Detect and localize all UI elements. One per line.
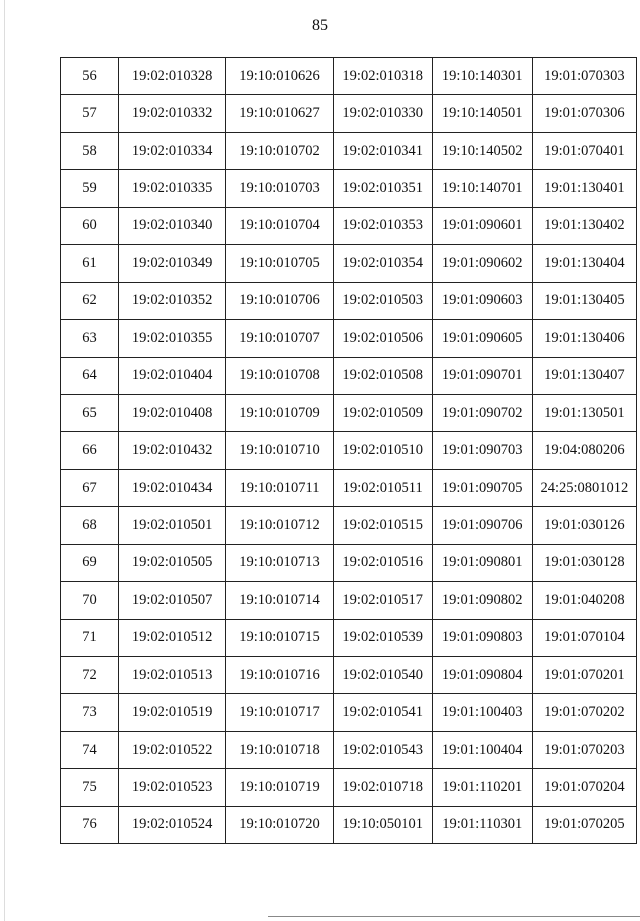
table-row — [61, 170, 637, 207]
cadastral-number-cell: 19:02:010408 — [118, 394, 225, 431]
cadastral-number-cell: 19:10:010710 — [226, 432, 333, 469]
cadastral-number-cell: 19:02:010523 — [118, 769, 225, 806]
cadastral-number-cell: 19:02:010541 — [333, 694, 432, 731]
cadastral-number-cell: 19:10:140301 — [432, 58, 532, 95]
cadastral-number-cell: 19:01:090603 — [432, 282, 532, 319]
cadastral-number-cell: 19:01:090803 — [432, 619, 532, 656]
row-number-cell: 76 — [61, 806, 119, 843]
table-row — [61, 282, 637, 319]
cadastral-number-cell: 19:10:010712 — [226, 507, 333, 544]
cadastral-number-cell: 19:02:010351 — [333, 170, 432, 207]
row-number-cell: 70 — [61, 582, 119, 619]
cadastral-number-cell: 19:10:010715 — [226, 619, 333, 656]
table-row — [61, 132, 637, 169]
cadastral-number-cell: 19:01:070203 — [532, 731, 636, 768]
cadastral-number-cell: 19:01:090605 — [432, 320, 532, 357]
cadastral-number-cell: 19:01:090706 — [432, 507, 532, 544]
table-row — [61, 657, 637, 694]
cadastral-number-cell: 19:01:090602 — [432, 245, 532, 282]
row-number-cell: 66 — [61, 432, 119, 469]
table-row — [61, 95, 637, 132]
table-body — [61, 58, 637, 844]
row-number-cell: 57 — [61, 95, 119, 132]
cadastral-number-cell: 19:01:110301 — [432, 806, 532, 843]
cadastral-number-cell: 19:10:010716 — [226, 657, 333, 694]
row-number-cell: 68 — [61, 507, 119, 544]
cadastral-number-cell: 19:01:070202 — [532, 694, 636, 731]
cadastral-number-cell: 19:10:140502 — [432, 132, 532, 169]
cadastral-number-cell: 19:01:030126 — [532, 507, 636, 544]
cadastral-number-cell: 19:02:010501 — [118, 507, 225, 544]
cadastral-number-cell: 19:02:010328 — [118, 58, 225, 95]
cadastral-number-cell: 19:02:010341 — [333, 132, 432, 169]
table-row — [61, 806, 637, 843]
cadastral-number-cell: 19:01:090601 — [432, 207, 532, 244]
cadastral-number-cell: 19:02:010507 — [118, 582, 225, 619]
cadastral-number-cell: 19:10:140501 — [432, 95, 532, 132]
cadastral-number-cell: 19:10:140701 — [432, 170, 532, 207]
cadastral-number-cell: 19:02:010540 — [333, 657, 432, 694]
cadastral-number-cell: 19:01:070303 — [532, 58, 636, 95]
cadastral-number-cell: 19:02:010332 — [118, 95, 225, 132]
cadastral-number-cell: 19:10:010718 — [226, 731, 333, 768]
cadastral-number-cell: 19:02:010404 — [118, 357, 225, 394]
cadastral-number-cell: 19:02:010352 — [118, 282, 225, 319]
page-number: 85 — [312, 17, 328, 34]
cadastral-number-cell: 19:01:070201 — [532, 657, 636, 694]
cadastral-number-cell: 19:01:100403 — [432, 694, 532, 731]
cadastral-number-cell: 19:01:070306 — [532, 95, 636, 132]
cadastral-number-cell: 19:02:010512 — [118, 619, 225, 656]
cadastral-number-cell: 19:10:010717 — [226, 694, 333, 731]
cadastral-number-cell: 19:01:130501 — [532, 394, 636, 431]
table-row — [61, 245, 637, 282]
table-row — [61, 582, 637, 619]
cadastral-number-cell: 19:10:010708 — [226, 357, 333, 394]
cadastral-number-cell: 19:02:010318 — [333, 58, 432, 95]
cadastral-number-cell: 19:02:010503 — [333, 282, 432, 319]
cadastral-number-cell: 19:10:010627 — [226, 95, 333, 132]
cadastral-number-cell: 19:01:090701 — [432, 357, 532, 394]
cadastral-number-cell: 19:02:010353 — [333, 207, 432, 244]
bottom-rule — [268, 916, 640, 917]
cadastral-number-cell: 19:02:010355 — [118, 320, 225, 357]
cadastral-number-cell: 19:01:090702 — [432, 394, 532, 431]
row-number-cell: 75 — [61, 769, 119, 806]
cadastral-number-cell: 19:01:090802 — [432, 582, 532, 619]
table-row — [61, 207, 637, 244]
cadastral-number-cell: 19:02:010330 — [333, 95, 432, 132]
cadastral-number-cell: 19:02:010349 — [118, 245, 225, 282]
cadastral-number-cell: 19:01:130407 — [532, 357, 636, 394]
cadastral-number-cell: 19:01:110201 — [432, 769, 532, 806]
cadastral-number-cell: 19:02:010340 — [118, 207, 225, 244]
row-number-cell: 60 — [61, 207, 119, 244]
cadastral-number-cell: 19:02:010522 — [118, 731, 225, 768]
cadastral-number-cell: 19:10:010711 — [226, 469, 333, 506]
cadastral-number-cell: 19:02:010511 — [333, 469, 432, 506]
table-row — [61, 507, 637, 544]
cadastral-number-cell: 19:10:010713 — [226, 544, 333, 581]
cadastral-number-cell: 19:01:040208 — [532, 582, 636, 619]
cadastral-number-cell: 19:10:010704 — [226, 207, 333, 244]
table-row — [61, 394, 637, 431]
cadastral-number-cell: 19:10:010626 — [226, 58, 333, 95]
table-row — [61, 731, 637, 768]
cadastral-number-cell: 19:10:050101 — [333, 806, 432, 843]
cadastral-number-cell: 19:01:090804 — [432, 657, 532, 694]
cadastral-number-cell: 19:01:090801 — [432, 544, 532, 581]
cadastral-number-cell: 19:02:010506 — [333, 320, 432, 357]
cadastral-number-cell: 19:02:010519 — [118, 694, 225, 731]
cadastral-number-cell: 19:02:010516 — [333, 544, 432, 581]
cadastral-number-cell: 19:01:130406 — [532, 320, 636, 357]
cadastral-number-cell: 19:10:010702 — [226, 132, 333, 169]
cadastral-number-cell: 19:01:130402 — [532, 207, 636, 244]
row-number-cell: 59 — [61, 170, 119, 207]
table-row — [61, 58, 637, 95]
cadastral-number-cell: 19:01:070204 — [532, 769, 636, 806]
cadastral-number-cell: 19:01:070205 — [532, 806, 636, 843]
cadastral-number-cell: 19:04:080206 — [532, 432, 636, 469]
table-row — [61, 432, 637, 469]
cadastral-number-cell: 19:01:130405 — [532, 282, 636, 319]
row-number-cell: 65 — [61, 394, 119, 431]
row-number-cell: 62 — [61, 282, 119, 319]
cadastral-number-cell: 19:01:100404 — [432, 731, 532, 768]
cadastral-number-cell: 19:02:010543 — [333, 731, 432, 768]
cadastral-number-cell: 19:01:070401 — [532, 132, 636, 169]
cadastral-number-cell: 19:02:010335 — [118, 170, 225, 207]
row-number-cell: 74 — [61, 731, 119, 768]
row-number-cell: 58 — [61, 132, 119, 169]
cadastral-number-cell: 19:10:010703 — [226, 170, 333, 207]
table-row — [61, 320, 637, 357]
cadastral-number-cell: 19:10:010709 — [226, 394, 333, 431]
row-number-cell: 67 — [61, 469, 119, 506]
cadastral-number-cell: 19:01:090703 — [432, 432, 532, 469]
cadastral-number-cell: 19:10:010714 — [226, 582, 333, 619]
cadastral-number-cell: 19:01:130404 — [532, 245, 636, 282]
row-number-cell: 61 — [61, 245, 119, 282]
cadastral-number-cell: 19:02:010505 — [118, 544, 225, 581]
cadastral-number-cell: 19:02:010354 — [333, 245, 432, 282]
cadastral-number-cell: 19:02:010517 — [333, 582, 432, 619]
cadastral-number-cell: 19:02:010718 — [333, 769, 432, 806]
row-number-cell: 73 — [61, 694, 119, 731]
cadastral-number-cell: 19:01:130401 — [532, 170, 636, 207]
row-number-cell: 71 — [61, 619, 119, 656]
cadastral-number-cell: 24:25:0801012 — [532, 469, 636, 506]
row-number-cell: 69 — [61, 544, 119, 581]
cadastral-number-cell: 19:01:090705 — [432, 469, 532, 506]
cadastral-number-cell: 19:10:010719 — [226, 769, 333, 806]
cadastral-number-cell: 19:01:070104 — [532, 619, 636, 656]
row-number-cell: 64 — [61, 357, 119, 394]
cadastral-number-cell: 19:10:010720 — [226, 806, 333, 843]
cadastral-number-cell: 19:02:010539 — [333, 619, 432, 656]
cadastral-number-cell: 19:10:010707 — [226, 320, 333, 357]
cadastral-number-cell: 19:02:010515 — [333, 507, 432, 544]
table-row — [61, 619, 637, 656]
table-row — [61, 694, 637, 731]
row-number-cell: 63 — [61, 320, 119, 357]
cadastral-number-cell: 19:10:010705 — [226, 245, 333, 282]
cadastral-table — [60, 57, 637, 844]
cadastral-number-cell: 19:10:010706 — [226, 282, 333, 319]
cadastral-number-cell: 19:02:010432 — [118, 432, 225, 469]
cadastral-number-cell: 19:01:030128 — [532, 544, 636, 581]
cadastral-number-cell: 19:02:010510 — [333, 432, 432, 469]
scan-edge — [4, 0, 5, 921]
cadastral-number-cell: 19:02:010513 — [118, 657, 225, 694]
table-row — [61, 769, 637, 806]
table-row — [61, 357, 637, 394]
row-number-cell: 56 — [61, 58, 119, 95]
table-row — [61, 544, 637, 581]
cadastral-number-cell: 19:02:010508 — [333, 357, 432, 394]
table-row — [61, 469, 637, 506]
cadastral-number-cell: 19:02:010509 — [333, 394, 432, 431]
cadastral-number-cell: 19:02:010434 — [118, 469, 225, 506]
cadastral-number-cell: 19:02:010334 — [118, 132, 225, 169]
cadastral-number-cell: 19:02:010524 — [118, 806, 225, 843]
row-number-cell: 72 — [61, 657, 119, 694]
